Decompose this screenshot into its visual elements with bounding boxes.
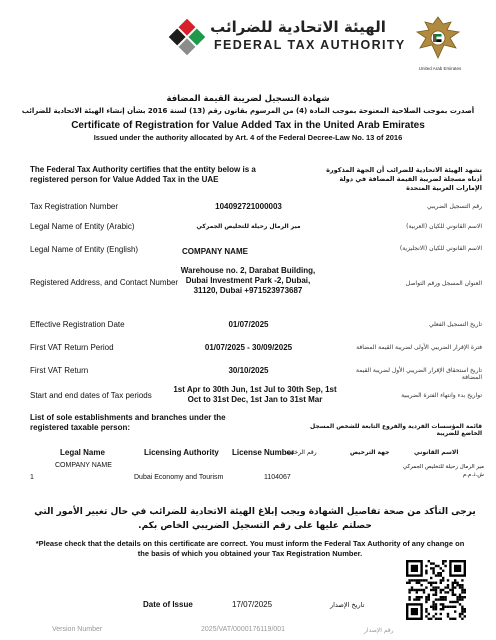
field-label-address: Registered Address, and Contact Number [30, 278, 179, 287]
version-label: Version Number [52, 626, 103, 633]
field-label-first-return-period-ar: فترة الإقرار الضريبي الأولى لضريبة القيمة المضافة [356, 344, 482, 351]
field-label-trn: Tax Registration Number [30, 202, 119, 211]
field-label-name-english-ar: الاسم القانوني للكيان (الانجليزية) [399, 245, 482, 252]
branch-row-index: 1 [30, 474, 34, 481]
field-value-name-english: COMPANY NAME [182, 247, 248, 256]
notice-arabic: يرجى التأكد من صحة تفاصيل الشهادة ويجب إبلاغ الهيئة الاتحادية للضرائب في حال تغيير الأمور التي حصلتم عليها على رقم التسجيل الضريبي الخاص بكم. [34, 507, 476, 531]
emblem-caption: United Arab Emirates [418, 66, 462, 71]
certificate-title-arabic: شهادة التسجيل لضريبة القيمة المضافة [166, 94, 330, 104]
branches-title-arabic: قائمة المؤسسات الفردية والفروع التابعة للشخص المسجل الخاضع للضريبة [310, 423, 482, 437]
field-label-effective-date-ar: تاريخ التسجيل الفعلي [428, 321, 482, 328]
field-label-trn-arabic: رقم التسجيل الضريبي [427, 203, 482, 210]
field-value-first-return: 30/10/2025 [228, 366, 269, 375]
column-header-license-number-ar: رقم الرخصة [286, 449, 317, 456]
field-value-trn: 104092721000003 [215, 202, 282, 211]
intro-statement-arabic: تشهد الهيئة الاتحادية للضرائب أن الجهة المذكورة أدناه مسجلة لضريبة القيمة المضافة في دولة الإمارات العربية المتحدة [326, 166, 482, 192]
certificate-subtitle-english: Issued under the authority allocated by Art. 4 of the Federal Decree-Law No. 13 of 2016 [93, 133, 403, 142]
field-label-tax-periods: Start and end dates of Tax periods [30, 391, 152, 400]
branches-title-english: List of sole establishments and branches under the registered taxable person: [30, 413, 226, 432]
column-header-licensing-authority: Licensing Authority [144, 448, 219, 457]
branch-row-authority: Dubai Economy and Tourism [134, 474, 224, 481]
column-header-legal-name: Legal Name [60, 448, 105, 457]
version-value: 2025/VAT/0000176119/001 [201, 626, 286, 633]
field-value-tax-periods: 1st Apr to 30th Jun, 1st Jul to 30th Sep, 1st Oct to 31st Dec, 1st Jan to 31st Mar [173, 385, 337, 404]
issue-date-value: 17/07/2025 [232, 600, 273, 609]
field-label-first-return: First VAT Return [30, 366, 89, 375]
field-label-name-arabic: Legal Name of Entity (Arabic) [30, 222, 135, 231]
field-label-name-english: Legal Name of Entity (English) [30, 245, 139, 254]
column-header-authority-ar: جهة الترخيص [350, 449, 390, 456]
issue-date-label: Date of Issue [143, 600, 193, 609]
field-value-address: Warehouse no. 2, Darabat Building, Dubai Investment Park -2, Dubai, 31120, Dubai +971523973687 [180, 266, 316, 295]
field-value-name-arabic: مير الرمال رحيلة للتخليص الجمركي [196, 223, 301, 230]
authority-name-english: FEDERAL TAX AUTHORITY [214, 38, 406, 52]
branch-row-name-ar: مير الرمال رحيلة للتخليص الجمركي ش.ذ.م.م [402, 464, 484, 478]
field-value-effective-date: 01/07/2025 [228, 320, 269, 329]
field-label-tax-periods-ar: تواريخ بدء وانتهاء الفترة الضريبية [401, 392, 482, 399]
column-header-license-number: License Number [232, 448, 295, 457]
qr-code-icon [406, 560, 466, 620]
authority-name-arabic: الهيئة الاتحادية للضرائب [210, 18, 386, 36]
field-label-first-return-period: First VAT Return Period [30, 343, 114, 352]
version-label-ar: رقم الإصدار [364, 627, 394, 634]
field-label-effective-date: Effective Registration Date [30, 320, 125, 329]
intro-statement-english: The Federal Tax Authority certifies that the entity below is a registered person for Value Added Tax in the UAE [30, 165, 256, 184]
field-label-address-ar: العنوان المسجل ورقم التواصل [405, 280, 482, 287]
issue-date-label-ar: تاريخ الإصدار [330, 601, 365, 609]
field-value-first-return-period: 01/07/2025 - 30/09/2025 [204, 343, 293, 352]
uae-emblem-icon [414, 14, 462, 64]
certificate-subtitle-arabic: أصدرت بموجب الصلاحية المعنوحة بموجب المادة (4) من المرسوم بقانون رقم (13) لسنة 2016 بشأن إنشاء الهيئة الاتحادية للضرائب [21, 107, 475, 115]
field-label-first-return-ar: تاريخ استحقاق الإقرار الضريبي الأول لضريبة القيمة المضافة [355, 367, 482, 381]
branch-row-license: 1104067 [264, 474, 291, 481]
column-header-name-ar: الاسم القانوني [414, 449, 459, 456]
notice-english: *Please check that the details on this certificate are correct. You must inform the Federal Tax Authority of any change on the basis of which you obtained your Tax Registration Number. [35, 539, 465, 558]
branch-row-legal-name: COMPANY NAME [55, 462, 112, 469]
field-label-name-arabic-ar: الاسم القانوني للكيان (العربية) [406, 223, 482, 230]
certificate-title-english: Certificate of Registration for Value Added Tax in the United Arab Emirates [71, 120, 425, 131]
